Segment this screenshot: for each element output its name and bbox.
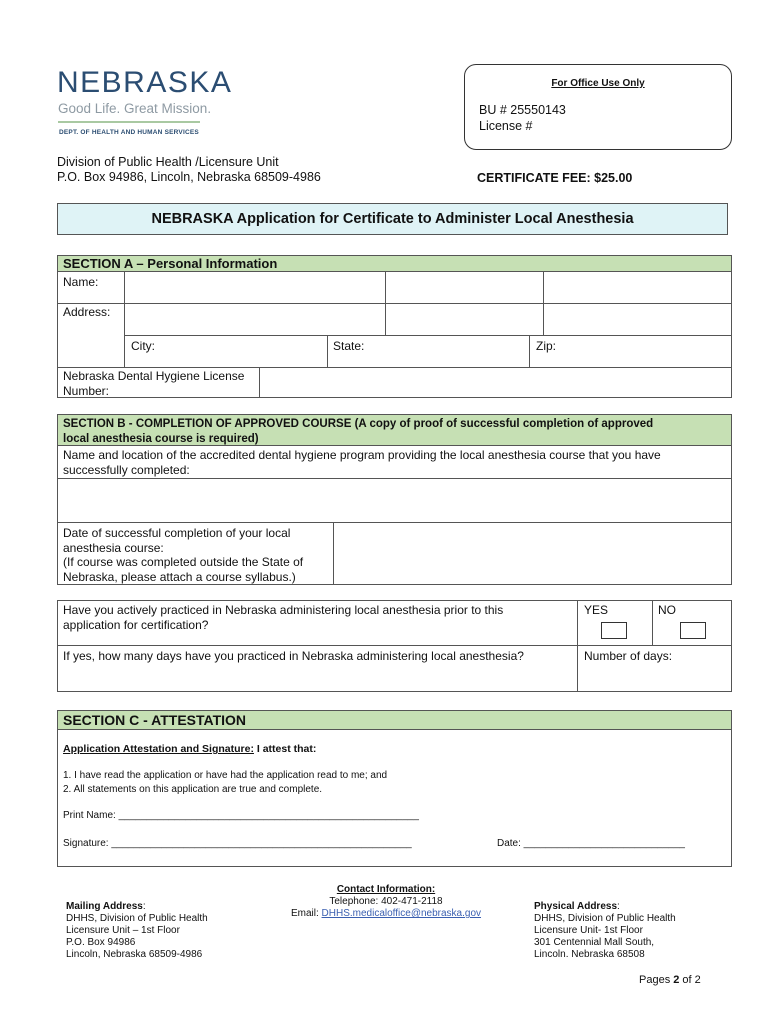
- practice-question-l1: Have you actively practiced in Nebraska administering local anesthesia prior to this: [63, 603, 504, 617]
- program-answer-field[interactable]: [57, 478, 732, 523]
- date-label-l4: Nebraska, please attach a course syllabus.): [63, 570, 296, 584]
- name-field-2[interactable]: [385, 271, 544, 304]
- zip-field[interactable]: [529, 335, 732, 368]
- physical-address: [534, 901, 676, 961]
- section-b-title-l2: local anesthesia course is required): [63, 433, 259, 445]
- mailing-line2: Licensure Unit – 1st Floor: [66, 925, 180, 936]
- name-field-3[interactable]: [543, 271, 732, 304]
- physical-address-label: Physical Address:: [534, 901, 620, 912]
- address-field-3[interactable]: [543, 303, 732, 336]
- contact-email-label: Email:: [290, 908, 322, 919]
- attestation-item2: 2. All statements on this application are true and complete.: [63, 784, 323, 795]
- practice-days-question: If yes, how many days have you practiced in Nebraska administering local anesthesia?: [63, 649, 524, 663]
- section-b-header: [57, 414, 732, 446]
- yes-checkbox[interactable]: [601, 622, 627, 639]
- contact-email-line: [286, 908, 486, 920]
- name-field-1[interactable]: [124, 271, 386, 304]
- signature-field[interactable]: Signature: ______________________________________________________: [63, 838, 412, 849]
- logo-tagline: Good Life. Great Mission.: [58, 101, 212, 116]
- section-b-title-l1: SECTION B - COMPLETION OF APPROVED COURSE (A copy of proof of successful completion of approved: [63, 418, 654, 430]
- physical-line1: DHHS, Division of Public Health: [534, 913, 676, 924]
- section-a-header: [57, 255, 732, 272]
- date-label-l1: Date of successful completion of your local: [63, 526, 291, 540]
- address-label: Address:: [63, 305, 111, 319]
- date-label-l3: (If course was completed outside the State of: [63, 555, 304, 569]
- physical-line2: Licensure Unit- 1st Floor: [534, 925, 643, 936]
- city-label: City:: [131, 339, 155, 353]
- contact-info: [286, 884, 486, 920]
- no-label: NO: [658, 603, 676, 617]
- division-address: [57, 155, 321, 185]
- mailing-address-label: Mailing Address:: [66, 901, 146, 912]
- mailing-line4: Lincoln, Nebraska 68509-4986: [66, 949, 203, 960]
- mailing-line3: P.O. Box 94986: [66, 937, 136, 948]
- logo-department: DEPT. OF HEALTH AND HUMAN SERVICES: [59, 129, 199, 136]
- mailing-line1: DHHS, Division of Public Health: [66, 913, 208, 924]
- practice-question-l2: application for certification?: [63, 618, 209, 632]
- address-field-2[interactable]: [385, 303, 544, 336]
- section-c-title: SECTION C - ATTESTATION: [63, 712, 247, 728]
- attestation-heading: [63, 742, 316, 756]
- contact-label: Contact Information:: [336, 884, 436, 895]
- date-label-l2: anesthesia course:: [63, 541, 164, 555]
- page-number: Pages 2 of 2: [639, 974, 701, 986]
- physical-line4: Lincoln. Nebraska 68508: [534, 949, 645, 960]
- attestation-heading-rest: I attest that:: [253, 743, 317, 755]
- license-number-label: License #: [479, 119, 533, 133]
- division-line1: Division of Public Health /Licensure Unit: [57, 155, 279, 169]
- contact-email-link[interactable]: DHHS.medicaloffice@nebraska.gov: [321, 908, 482, 919]
- program-question-l2: successfully completed:: [63, 463, 190, 477]
- print-name-field[interactable]: Print Name: ______________________________________________________: [63, 810, 419, 821]
- license-label-l2: Number:: [63, 384, 110, 398]
- section-c-header: [57, 710, 732, 730]
- form-title: NEBRASKA Application for Certificate to Administer Local Anesthesia: [151, 211, 634, 227]
- program-question-l1: Name and location of the accredited dental hygiene program providing the local anesthesia course that you have: [63, 448, 661, 462]
- yes-label: YES: [584, 603, 609, 617]
- section-a-title: SECTION A – Personal Information: [63, 256, 278, 271]
- office-use-box: [464, 64, 732, 150]
- logo-divider: [58, 121, 200, 123]
- completion-date-field[interactable]: [333, 522, 732, 585]
- license-number-field[interactable]: [259, 367, 732, 398]
- zip-label: Zip:: [536, 339, 557, 353]
- mailing-address: [66, 901, 208, 961]
- days-label: Number of days:: [584, 649, 673, 663]
- license-label-l1: Nebraska Dental Hygiene License: [63, 369, 245, 383]
- certificate-fee: CERTIFICATE FEE: $25.00: [477, 171, 633, 185]
- bu-number: BU # 25550143: [479, 103, 566, 117]
- attestation-item1: 1. I have read the application or have had the application read to me; and: [63, 770, 388, 781]
- physical-line3: 301 Centennial Mall South,: [534, 937, 655, 948]
- division-line2: P.O. Box 94986, Lincoln, Nebraska 68509-4986: [57, 170, 321, 184]
- no-checkbox[interactable]: [680, 622, 706, 639]
- name-label: Name:: [63, 275, 99, 289]
- date-field[interactable]: Date: _____________________________: [497, 838, 685, 849]
- nebraska-logo-wordmark: NEBRASKA: [57, 66, 233, 99]
- state-label: State:: [333, 339, 365, 353]
- address-field-1[interactable]: [124, 303, 386, 336]
- attestation-heading-underlined: Application Attestation and Signature:: [63, 743, 254, 755]
- office-use-title: For Office Use Only: [551, 78, 645, 89]
- contact-phone: Telephone: 402-471-2118: [329, 896, 443, 907]
- form-title-box: [57, 203, 728, 235]
